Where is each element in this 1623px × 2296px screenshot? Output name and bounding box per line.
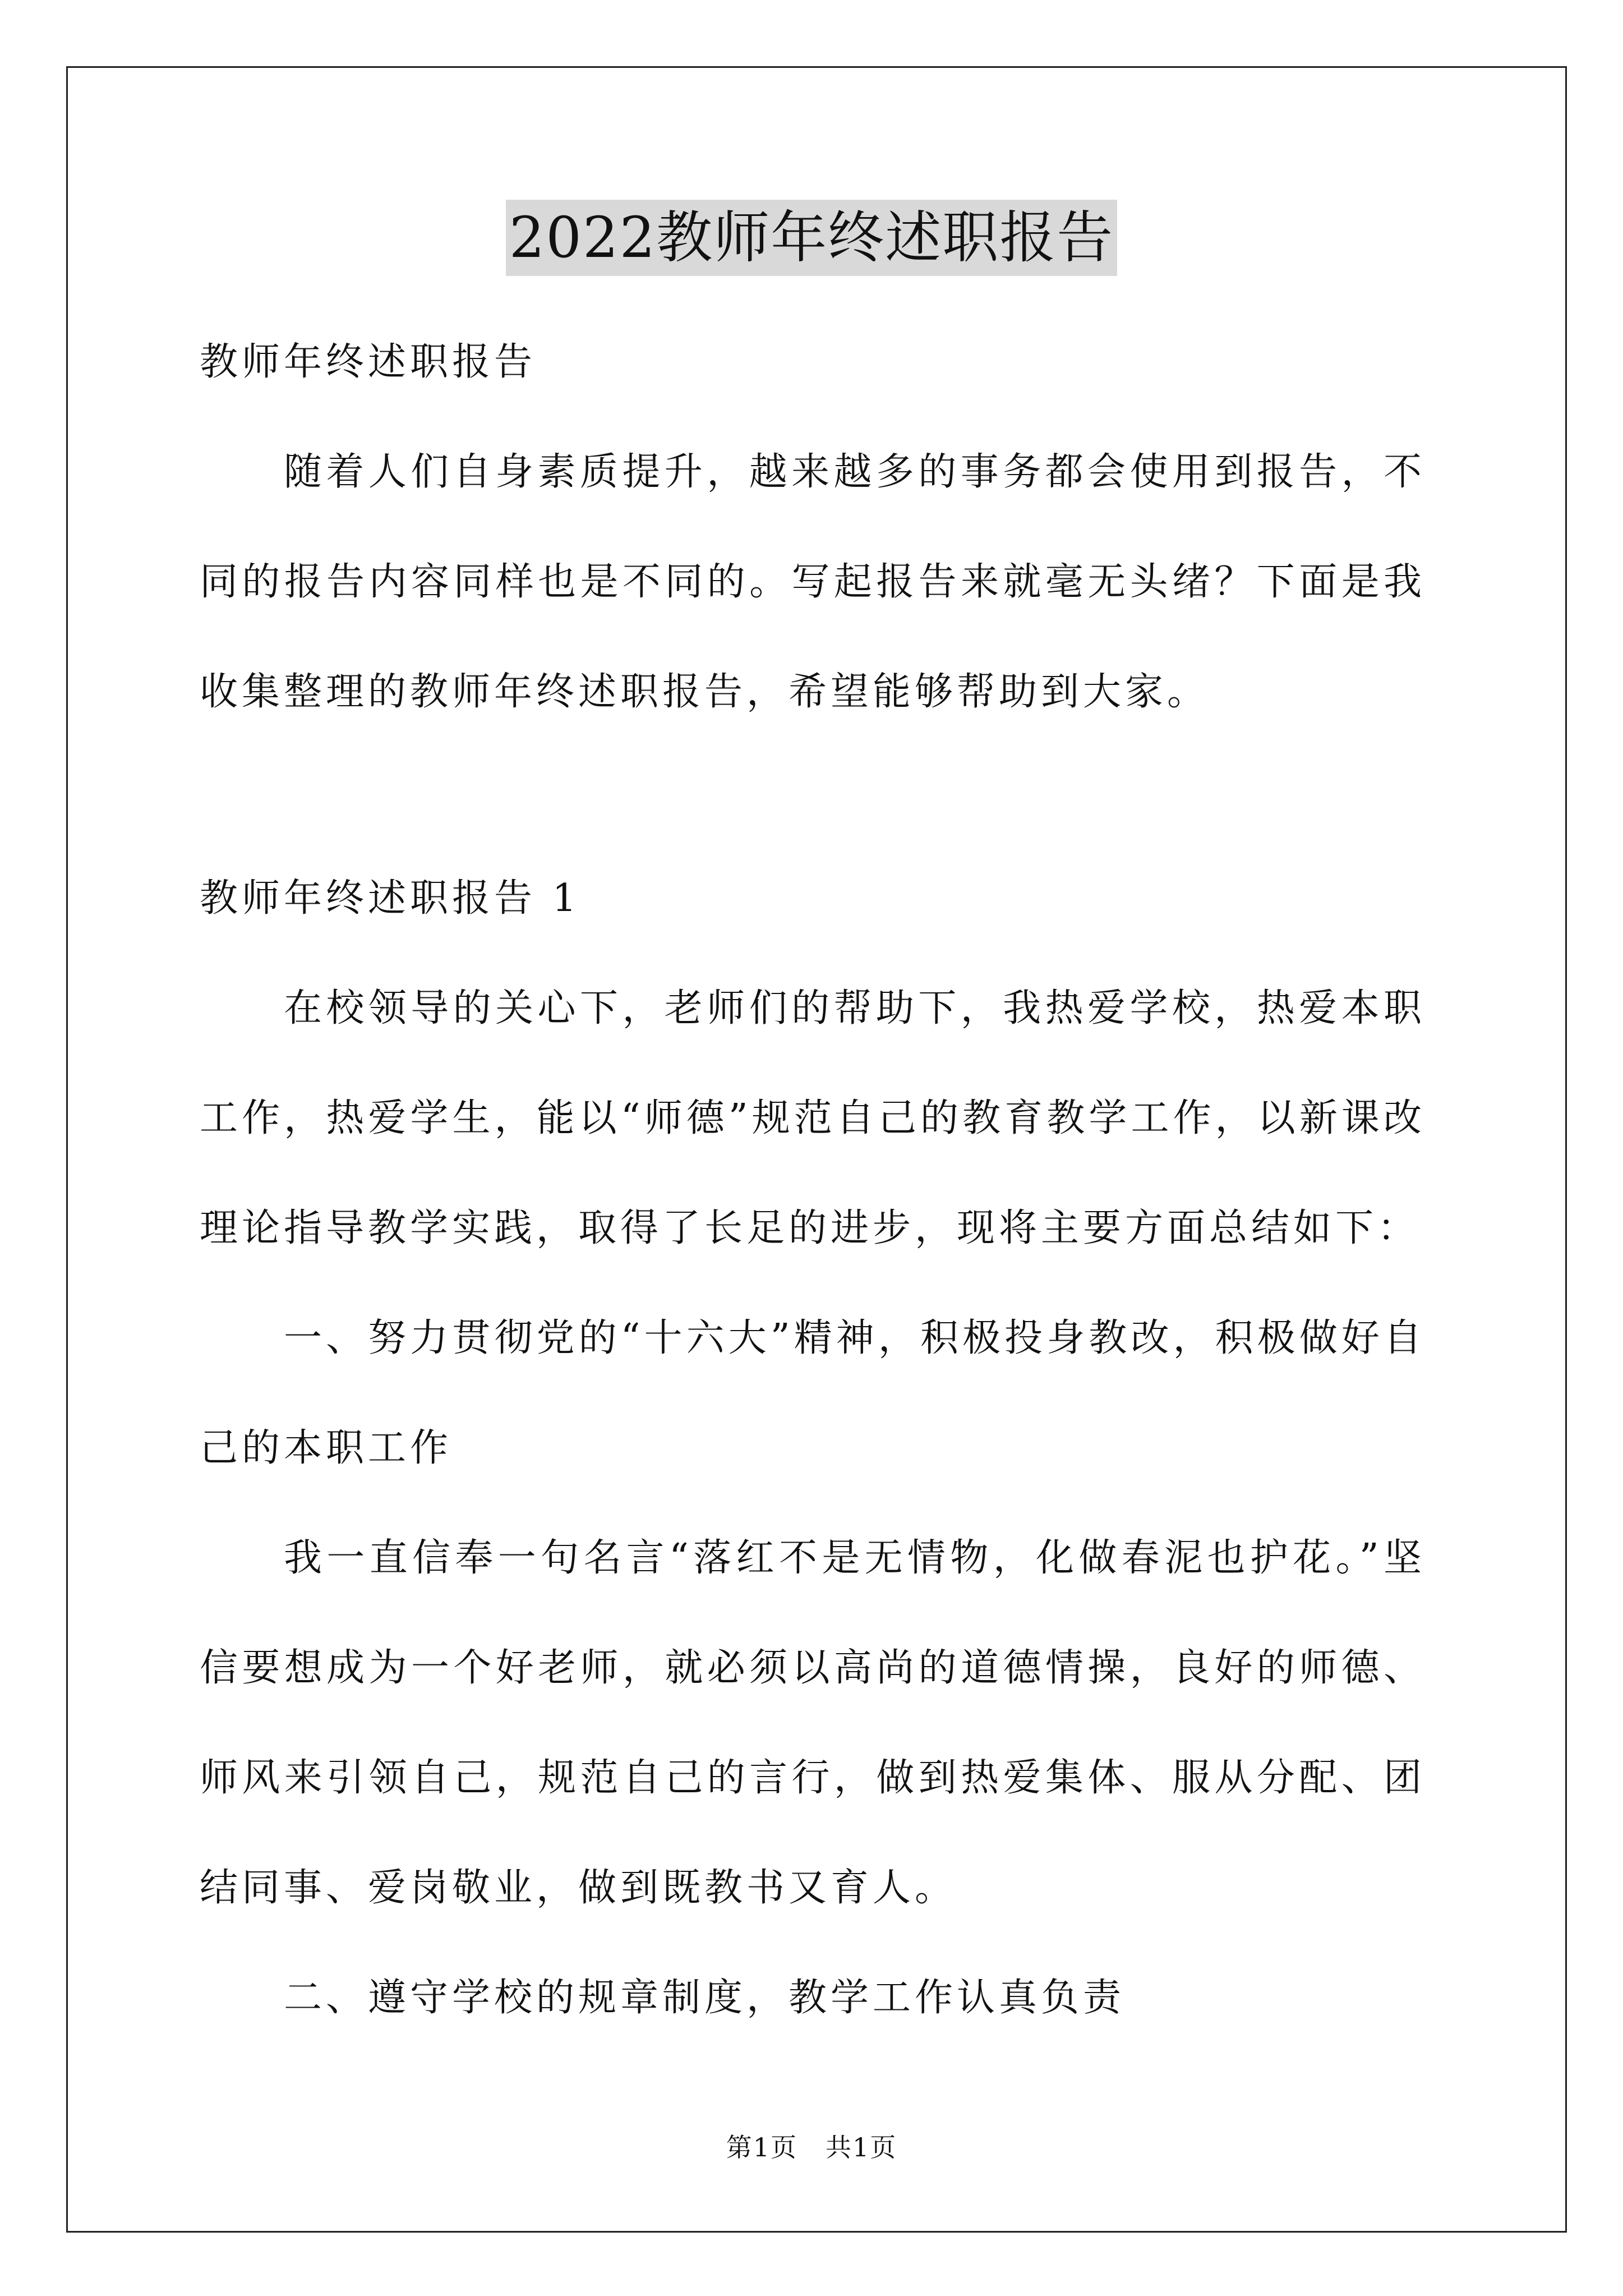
point-1-body: 我一直信奉一句名言“落红不是无情物，化做春泥也护花。”坚信要想成为一个好老师，就必须以高尚的道德情操，良好的师德、师风来引领自己，规范自己的言行，做到热爱集体、服从分配、团结同事、爱岗敬业，做到既教书又育人。 bbox=[200, 1536, 1426, 1910]
document-body bbox=[200, 307, 1426, 2053]
section-1-paragraph: 在校领导的关心下，老师们的帮助下，我热爱学校，热爱本职工作，热爱学生，能以“师德”规范自己的教育教学工作，以新课改理论指导教学实践，取得了长足的进步，现将主要方面总结如下： bbox=[200, 986, 1426, 1250]
section-1-title: 教师年终述职报告 1 bbox=[200, 876, 580, 921]
page-footer bbox=[0, 2131, 1623, 2164]
point-2-title: 二、遵守学校的规章制度，教学工作认真负责 bbox=[284, 1976, 1126, 2020]
document-title: 2022教师年终述职报告 bbox=[506, 200, 1118, 276]
subtitle: 教师年终述职报告 bbox=[200, 340, 537, 384]
section-gap bbox=[200, 747, 1426, 844]
intro-paragraph: 随着人们自身素质提升，越来越多的事务都会使用到报告，不同的报告内容同样也是不同的。写起报告来就毫无头绪？下面是我收集整理的教师年终述职报告，希望能够帮助到大家。 bbox=[200, 450, 1426, 714]
point-1-title: 一、努力贯彻党的“十六大”精神，积极投身教改，积极做好自己的本职工作 bbox=[200, 1316, 1426, 1470]
title-container bbox=[0, 200, 1623, 276]
page-total: 共1页 bbox=[825, 2132, 897, 2162]
page-number: 第1页 bbox=[726, 2132, 798, 2162]
